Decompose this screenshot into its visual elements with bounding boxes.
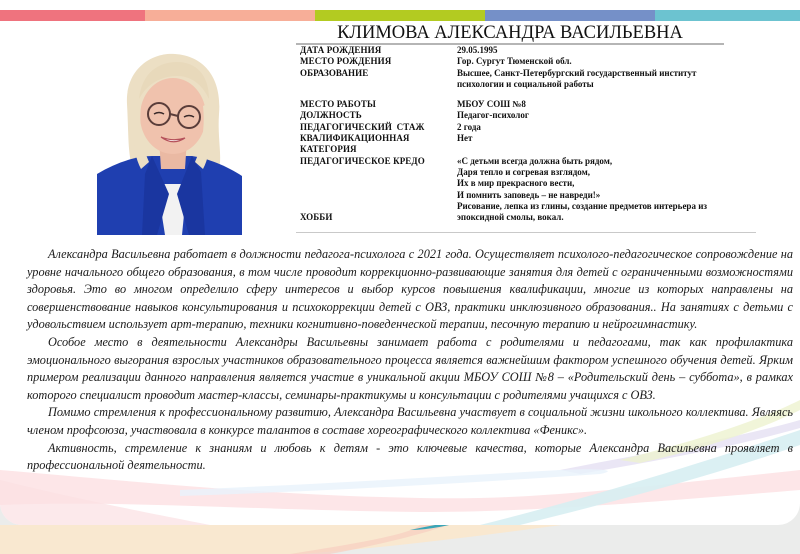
info-value-line: Высшее, Санкт-Петербургский государственный институт xyxy=(457,67,697,78)
credo-line: «С детьми всегда должна быть рядом, xyxy=(457,155,613,166)
stripe-segment-peach xyxy=(145,10,315,21)
info-label: ПЕДАГОГИЧЕСКИЙ СТАЖ xyxy=(300,121,425,132)
info-value xyxy=(457,201,760,224)
info-value: Нет xyxy=(457,133,473,144)
info-label: МЕСТО РОЖДЕНИЯ xyxy=(300,56,392,67)
info-value: Гор. Сургут Тюменской обл. xyxy=(457,56,572,67)
stripe-segment-blue xyxy=(485,10,655,21)
stripe-segment-lime xyxy=(315,10,485,21)
info-label-line: КАТЕГОРИЯ xyxy=(300,144,357,155)
info-row-position xyxy=(300,110,760,121)
info-value-line: эпоксидной смолы, вокал. xyxy=(457,212,564,223)
info-label-line: КВАЛИФИКАЦИОННАЯ xyxy=(300,133,410,144)
info-value-line: психологии и социальной работы xyxy=(457,78,594,89)
info-label: ДОЛЖНОСТЬ xyxy=(300,110,362,121)
credo-line: Их в мир прекрасного вести, xyxy=(457,178,575,189)
info-label xyxy=(300,201,457,224)
color-stripe xyxy=(0,10,800,21)
bio-paragraph: Помимо стремления к профессиональному развитию, Александра Васильевна участвует в социальной жизни школьного коллектива. Являясь членом профсоюза, участвовала в конкурсе талантов в составе хореографического коллектива «Феникс». xyxy=(27,405,793,437)
biography-text xyxy=(27,246,793,475)
info-row-birth-place xyxy=(300,56,760,67)
portrait-photo xyxy=(97,44,242,235)
info-label: ДАТА РОЖДЕНИЯ xyxy=(300,45,382,55)
info-row-workplace xyxy=(300,99,760,110)
portrait-illustration xyxy=(97,44,242,235)
stripe-segment-teal xyxy=(655,10,800,21)
info-value: Педагог-психолог xyxy=(457,110,529,121)
info-value: 29.05.1995 xyxy=(457,45,498,55)
info-row-hobby xyxy=(300,201,760,224)
info-label xyxy=(300,133,457,156)
info-value-line: Рисование, лепка из глины, создание предметов интерьера из xyxy=(457,200,707,211)
info-row-credo xyxy=(300,156,760,201)
bio-paragraph: Александра Васильевна работает в должности педагога-психолога с 2021 года. Осуществляет психолого-педагогическое сопровождение на уровне начального общего образования, в том числе проводит коррекционно-развивающие занятия для детей с ограниченными возможностями здоровья. Это во многом определило сферу интересов и выбор курсов повышения квалификации, многие из которых направлены на совершенствование навыков консультирования и психокоррекции детей с ОВЗ, практики инклюзивного образования.. На занятиях с детьми с удовольствием использует арт-терапию, техники когнитивно-поведенческой терапии, песочную терапию и нейрогимнастику. xyxy=(27,247,793,332)
info-row-experience xyxy=(300,122,760,133)
info-value: 2 года xyxy=(457,121,481,132)
info-value xyxy=(457,68,760,91)
bio-paragraph: Особое место в деятельности Александры Васильевны занимает работа с родителями и педагогами, так как профилактика эмоционального выгорания взрослых участников образовательного процесса является важнейшим фактором успешного обучения детей. Ярким примером реализации данного направления является участие в уникальной акции МБОУ СОШ №8 – «Родительский день – суббота», в рамках которого специалист проводит мастер-классы, семинары-практикумы и консультации с родителями учащихся с ОВЗ. xyxy=(27,334,793,402)
info-value xyxy=(457,156,760,201)
spacer xyxy=(300,90,760,99)
info-label-text: ХОББИ xyxy=(300,212,333,223)
credo-line: Даря тепло и согревая взглядом, xyxy=(457,166,591,177)
info-label: ПЕДАГОГИЧЕСКОЕ КРЕДО xyxy=(300,155,425,166)
info-row-education xyxy=(300,68,760,91)
info-divider xyxy=(296,232,756,233)
credo-line: И помнить заповедь – не навреди!» xyxy=(457,189,601,200)
info-label: ОБРАЗОВАНИЕ xyxy=(300,67,369,78)
info-label: МЕСТО РАБОТЫ xyxy=(300,99,376,110)
page-title: КЛИМОВА АЛЕКСАНДРА ВАСИЛЬЕВНА xyxy=(337,23,683,43)
stripe-segment-pink xyxy=(0,10,145,21)
personal-info-table xyxy=(300,45,760,223)
info-row-qualification xyxy=(300,133,760,156)
info-value: МБОУ СОШ №8 xyxy=(457,99,526,110)
bio-paragraph: Активность, стремление к знаниям и любовь к детям - это ключевые качества, которые Александра Васильевна проявляет в профессиональной деятельности. xyxy=(27,440,793,473)
info-row-birth-date xyxy=(300,45,760,56)
